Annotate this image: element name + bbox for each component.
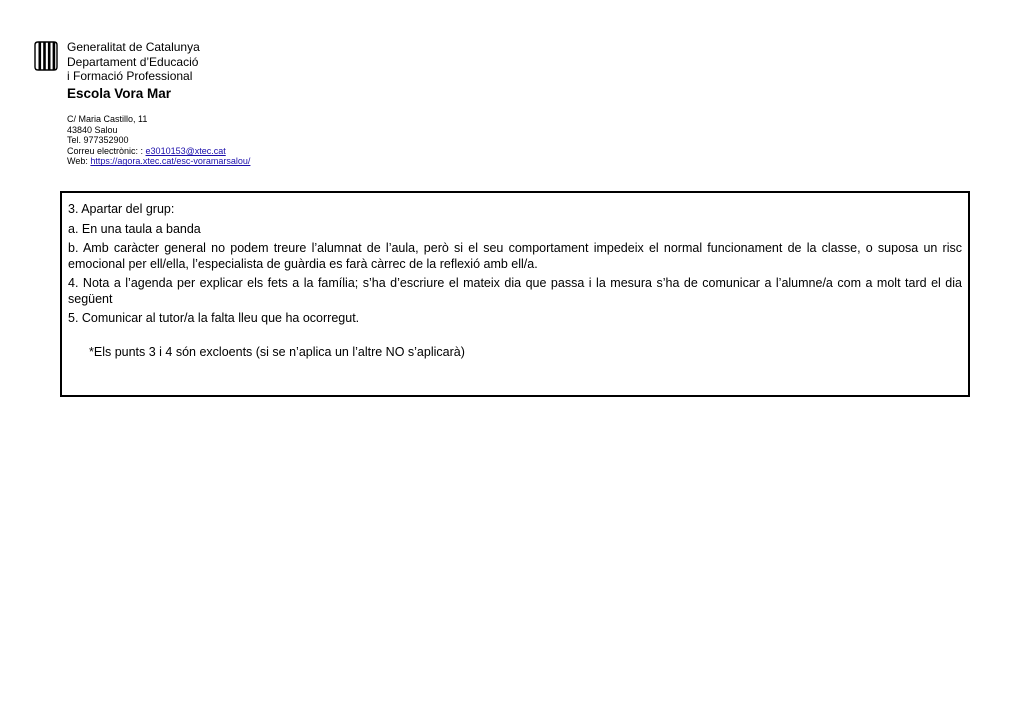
- postal-city: 43840 Salou: [67, 124, 118, 135]
- org-line-formacio: i Formació Professional: [67, 69, 193, 83]
- measure-3a: a. En una taula a banda: [68, 221, 201, 236]
- web-link[interactable]: https://agora.xtec.cat/esc-voramarsalou/: [90, 156, 251, 167]
- measures-content: [68, 202, 962, 364]
- address: C/ Maria Castillo, 11: [67, 114, 148, 124]
- exclusion-note: *Els punts 3 i 4 són excloents (si se n’aplica un l’altre NO s’aplicarà): [89, 344, 465, 359]
- measure-3-heading: 3. Apartar del grup:: [68, 202, 175, 216]
- web-label: Web:: [67, 156, 88, 167]
- org-line-departament: Departament d’Educació: [67, 54, 199, 69]
- phone: Tel. 977352900: [67, 135, 129, 146]
- measures-box: [60, 191, 970, 397]
- email-link[interactable]: e3010153@xtec.cat: [145, 145, 226, 156]
- org-line-generalitat: Generalitat de Catalunya: [67, 40, 200, 54]
- generalitat-stripes-icon: [34, 41, 58, 71]
- organization-header: [67, 40, 200, 102]
- school-name: Escola Vora Mar: [67, 85, 172, 101]
- measure-4: 4. Nota a l’agenda per explicar els fets a la família; s’ha d’escriure el mateix dia que passa i la mesura s’ha de comunicar a l’alumne/a com a molt tard el dia següent: [68, 276, 962, 306]
- measure-5: 5. Comunicar al tutor/a la falta lleu que ha ocorregut.: [68, 311, 360, 325]
- contact-block: [67, 114, 250, 167]
- email-label: Correu electrònic: :: [67, 145, 144, 156]
- email-line: [67, 146, 250, 157]
- web-line: [67, 156, 250, 167]
- measure-3b: b. Amb caràcter general no podem treure l’alumnat de l’aula, però si el seu comportament impedeix el normal funcionament de la classe, o suposa un risc emocional per ell/ella, l’especialista de guàrdia es farà càrrec de la reflexió amb ell/a.: [68, 241, 962, 271]
